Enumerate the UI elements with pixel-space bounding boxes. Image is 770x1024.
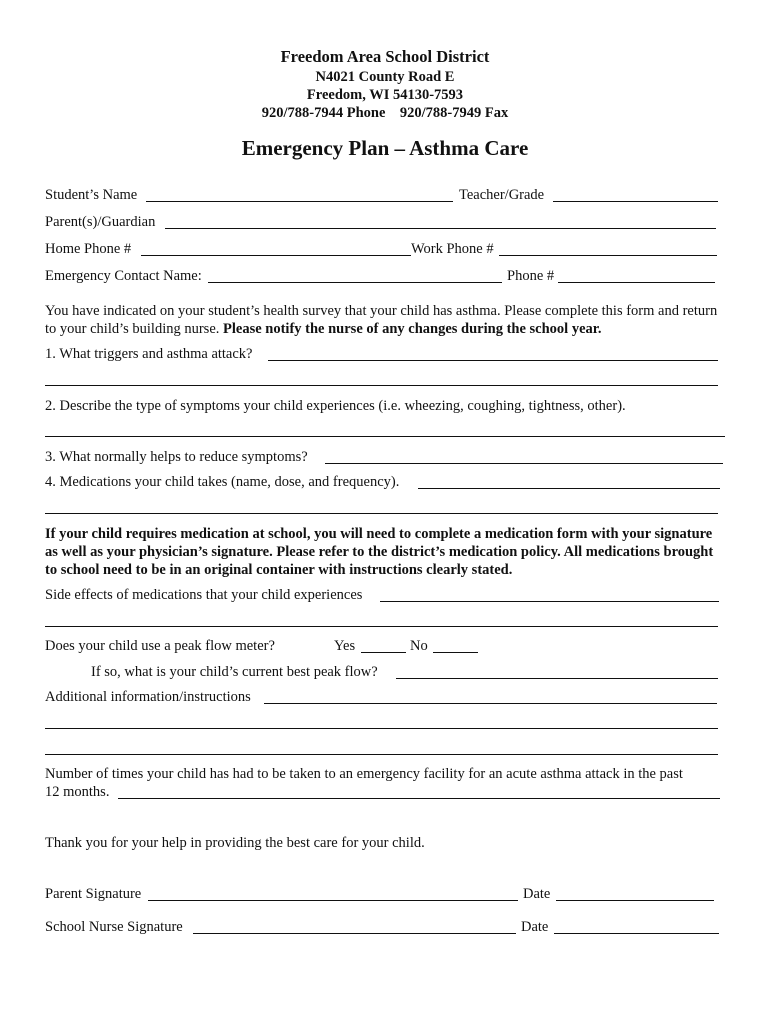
emergency-phone-field[interactable] [558,282,715,283]
thank-you-note: Thank you for your help in providing the best care for your child. [45,835,425,851]
work-phone-label: Work Phone # [411,241,494,257]
district-address-2: Freedom, WI 54130-7593 [306,87,464,103]
additional-info-field-3[interactable] [45,754,718,755]
peak-flow-no-field[interactable] [433,652,478,653]
district-address-1: N4021 County Road E [315,69,455,85]
peak-flow-no-label: No [410,638,428,654]
additional-info-label: Additional information/instructions [45,689,251,705]
intro-notice: Please notify the nurse of any changes during the school year. [223,321,602,337]
additional-info-field[interactable] [264,703,717,704]
parent-date-field[interactable] [556,900,714,901]
page-title: Emergency Plan – Asthma Care [241,136,529,160]
nurse-signature-field[interactable] [193,933,516,934]
peak-flow-followup: If so, what is your child’s current best peak flow? [91,664,378,680]
question-1-field[interactable] [268,360,718,361]
parents-field[interactable] [165,228,716,229]
district-name: Freedom Area School District [280,47,490,66]
question-4: 4. Medications your child takes (name, dose, and frequency). [45,474,400,490]
additional-info-field-2[interactable] [45,728,718,729]
side-effects-field[interactable] [380,601,719,602]
emergency-contact-field[interactable] [208,282,502,283]
home-phone-label: Home Phone # [45,241,132,257]
peak-flow-yes-field[interactable] [361,652,406,653]
parent-signature-field[interactable] [148,900,518,901]
question-1: 1. What triggers and asthma attack? [45,346,253,362]
emergency-visits-field[interactable] [118,798,720,799]
emergency-contact-label: Emergency Contact Name: [45,268,202,284]
question-4-field[interactable] [418,488,720,489]
medication-notice: If your child requires medication at school, you will need to complete a medication form with your signature as well as your physician’s signature. Please refer to the district’s medication policy. All medications brought to school need to be in an original container with instructions clearly stated. [45,526,714,578]
parents-label: Parent(s)/Guardian [45,214,156,230]
question-3: 3. What normally helps to reduce symptoms? [45,449,308,465]
parent-signature-label: Parent Signature [45,886,142,902]
teacher-grade-field[interactable] [553,201,718,202]
teacher-grade-label: Teacher/Grade [459,187,545,203]
question-2: 2. Describe the type of symptoms your child experiences (i.e. wheezing, coughing, tightness, other). [45,398,626,414]
home-phone-field[interactable] [141,255,411,256]
side-effects-label: Side effects of medications that your child experiences [45,587,363,603]
nurse-date-label: Date [521,919,549,935]
intro-paragraph [45,302,725,338]
nurse-date-field[interactable] [554,933,719,934]
peak-flow-yes-label: Yes [334,638,356,654]
nurse-signature-label: School Nurse Signature [45,919,183,935]
emergency-visits-question-2: 12 months. [45,784,110,800]
emergency-phone-label: Phone # [507,268,555,284]
peak-flow-question: Does your child use a peak flow meter? [45,638,275,654]
question-2-field[interactable] [45,436,725,437]
student-name-label: Student’s Name [45,187,138,203]
district-phone-fax: 920/788-7944 Phone 920/788-7949 Fax [261,105,509,121]
question-1-field-2[interactable] [45,385,718,386]
parent-date-label: Date [523,886,551,902]
question-4-field-2[interactable] [45,513,718,514]
emergency-visits-question: Number of times your child has had to be taken to an emergency facility for an acute asthma attack in the past [45,766,683,782]
work-phone-field[interactable] [499,255,717,256]
student-name-field[interactable] [146,201,453,202]
peak-flow-value-field[interactable] [396,678,718,679]
side-effects-field-2[interactable] [45,626,718,627]
question-3-field[interactable] [325,463,723,464]
intro-text: You have indicated on your student’s health survey that your child has asthma. Please complete this form and return to your child’s building nurse. [45,303,718,337]
